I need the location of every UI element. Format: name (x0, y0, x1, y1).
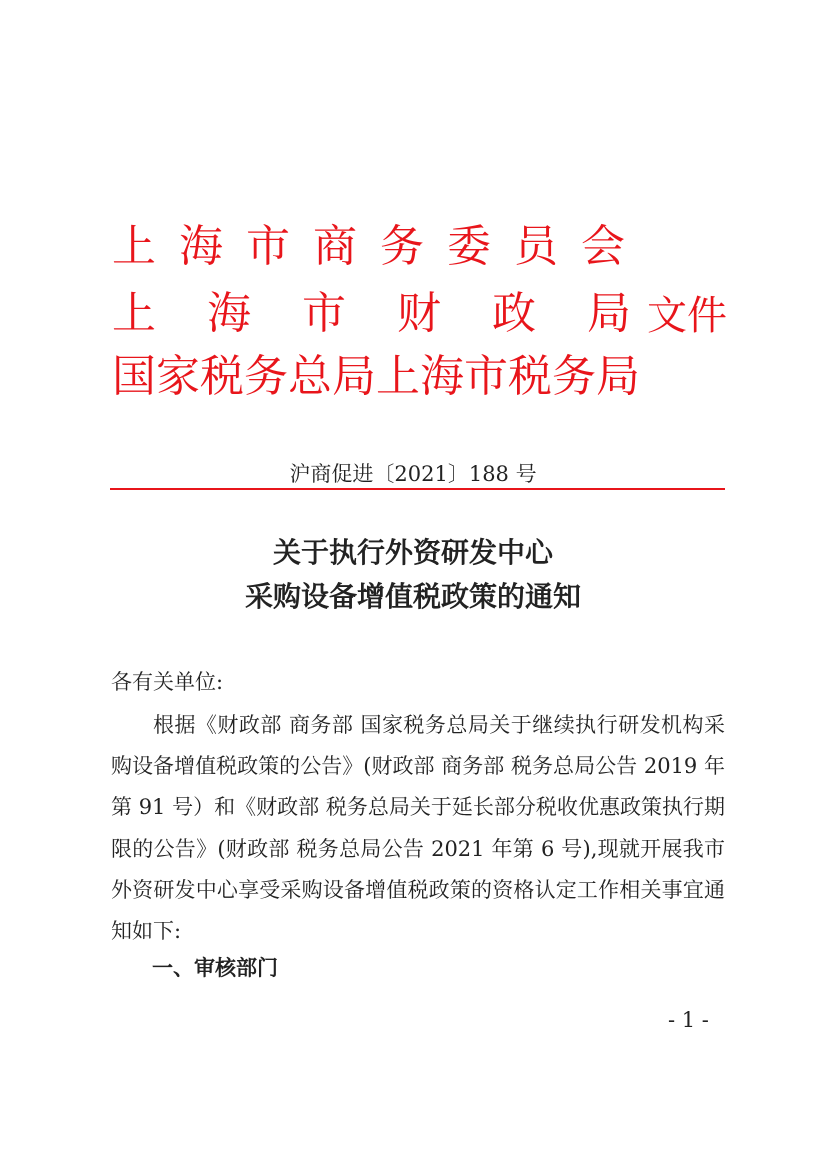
issuer-char: 市 (302, 288, 346, 339)
issuer-line-commerce-commission (112, 221, 648, 272)
issuer-char: 商 (313, 221, 357, 272)
issuer-char: 委 (447, 221, 491, 272)
issuer-char: 上 (112, 221, 156, 272)
red-divider-rule (110, 488, 725, 490)
document-title-line1: 关于执行外资研发中心 (272, 536, 553, 569)
document-suffix: 文件 (647, 293, 727, 339)
issuer-char: 上 (112, 288, 156, 339)
page-number: - 1 - (668, 1008, 709, 1032)
issuer-line-tax-bureau: 国家税务总局上海市税务局 (112, 351, 640, 402)
salutation: 各有关单位: (111, 670, 224, 694)
issuer-char: 局 (587, 288, 631, 339)
issuer-char: 海 (207, 288, 251, 339)
section-heading: 一、审核部门 (152, 956, 278, 980)
issuer-char: 务 (380, 221, 424, 272)
document-number: 沪商促进〔2021〕188 号 (289, 462, 537, 486)
document-title-line2: 采购设备增值税政策的通知 (244, 580, 581, 613)
issuer-char: 政 (492, 288, 536, 339)
issuer-char: 海 (179, 221, 223, 272)
issuer-char: 财 (397, 288, 441, 339)
issuer-char: 市 (246, 221, 290, 272)
issuer-char: 员 (514, 221, 558, 272)
issuer-line-finance-bureau (112, 288, 631, 339)
issuer-char: 会 (581, 221, 625, 272)
body-paragraph: 根据《财政部 商务部 国家税务总局关于继续执行研发机构采购设备增值税政策的公告》(财政部 商务部 税务总局公告 2019 年第 91 号）和《财政部 税务总局关于延长部分税收优惠政策执行期限的公告》(财政部 税务总局公告 2021 年第 6 号),现就开展我市外资研发中心享受采购设备增值税政策的资格认定工作相关事宜通知如下: (111, 713, 725, 944)
